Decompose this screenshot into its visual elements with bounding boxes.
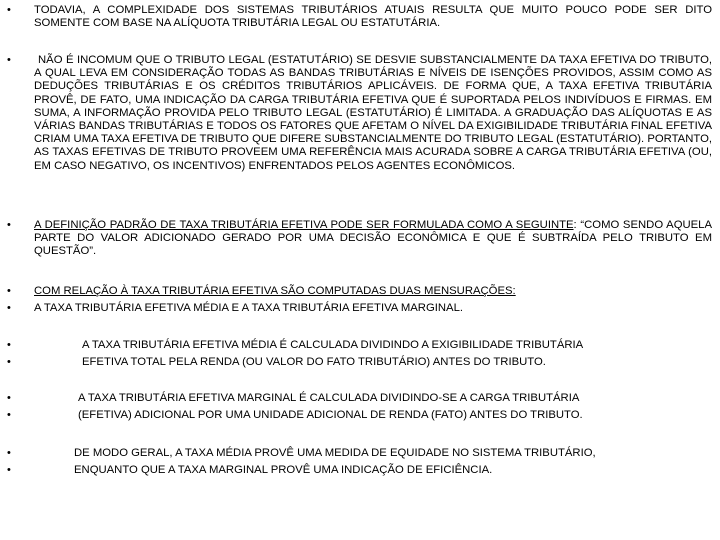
bullet-icon: •: [7, 447, 11, 459]
paragraph-text: TODAVIA, A COMPLEXIDADE DOS SISTEMAS TRIBUTÁRIOS ATUAIS RESULTA QUE MUITO POUCO PODE SER DITO SOMENTE COM BASE NA ALÍQUOTA TRIBUTÁRIA LEGAL OU ESTATUTÁRIA.: [34, 4, 712, 30]
bullet-icon: •: [7, 302, 11, 314]
bullet-icon: •: [7, 339, 11, 351]
conclusion-line-2: ENQUANTO QUE A TAXA MARGINAL PROVÊ UMA INDICAÇÃO DE EFICIÊNCIA.: [74, 464, 493, 476]
bullet-icon: •: [7, 4, 11, 16]
bullet-icon: •: [7, 219, 11, 231]
bullet-icon: •: [7, 54, 11, 66]
bullet-icon: •: [7, 392, 11, 404]
average-rate-line-1: A TAXA TRIBUTÁRIA EFETIVA MÉDIA É CALCULADA DIVIDINDO A EXIGIBILIDADE TRIBUTÁRIA: [82, 339, 584, 351]
definition-text: : “COMO SENDO AQUELA PARTE DO VALOR ADICIONADO GERADO POR UMA DECISÃO ECONÔMICA E QUE É SUBTRAÍDA PELO TRIBUTO EM QUESTÃO”.: [34, 219, 712, 258]
marginal-rate-line-2: (EFETIVA) ADICIONAL POR UMA UNIDADE ADICIONAL DE RENDA (FATO) ANTES DO TRIBUTO.: [78, 409, 583, 421]
paragraph-text: [34, 219, 712, 259]
marginal-rate-line-1: A TAXA TRIBUTÁRIA EFETIVA MARGINAL É CALCULADA DIVIDINDO-SE A CARGA TRIBUTÁRIA: [78, 392, 580, 404]
definition-heading: A DEFINIÇÃO PADRÃO DE TAXA TRIBUTÁRIA EFETIVA PODE SER FORMULADA COMO A SEGUINTE: [34, 219, 574, 231]
bullet-icon: •: [7, 285, 11, 297]
bullet-icon: •: [7, 409, 11, 421]
measurements-text: A TAXA TRIBUTÁRIA EFETIVA MÉDIA E A TAXA TRIBUTÁRIA EFETIVA MARGINAL.: [34, 302, 463, 314]
bullet-icon: •: [7, 356, 11, 368]
conclusion-line-1: DE MODO GERAL, A TAXA MÉDIA PROVÊ UMA MEDIDA DE EQUIDADE NO SISTEMA TRIBUTÁRIO,: [74, 447, 596, 459]
measurements-heading: COM RELAÇÃO À TAXA TRIBUTÁRIA EFETIVA SÃO COMPUTADAS DUAS MENSURAÇÕES:: [34, 285, 516, 297]
bullet-icon: •: [7, 464, 11, 476]
average-rate-line-2: EFETIVA TOTAL PELA RENDA (OU VALOR DO FATO TRIBUTÁRIO) ANTES DO TRIBUTO.: [82, 356, 546, 368]
paragraph-text: NÃO É INCOMUM QUE O TRIBUTO LEGAL (ESTATUTÁRIO) SE DESVIE SUBSTANCIALMENTE DA TAXA EFETIVA DO TRIBUTO, A QUAL LEVA EM CONSIDERAÇÃO TODAS AS BANDAS TRIBUTÁRIAS E NÍVEIS DE ISENÇÕES PROVIDOS, ASSIM COMO AS DEDUÇÕES TRIBUTÁRIAS E OS CRÉDITOS TRIBUTÁRIOS APLICÁVEIS. DE FORMA QUE, A TAXA EFETIVA TRIBUTÁRIA PROVÊ, DE FATO, UMA INDICAÇÃO DA CARGA TRIBUTÁRIA EFETIVA QUE É SUPORTADA PELOS INDIVÍDUOS E FIRMAS. EM SUMA, A INFORMAÇÃO PROVIDA PELO TRIBUTO LEGAL (ESTATUTÁRIO) É LIMITADA. A GRADUAÇÃO DAS ALÍQUOTAS E AS VÁRIAS BANDAS TRIBUTÁRIAS E TODOS OS FATORES QUE AFETAM O NÍVEL DA EXIGIBILIDADE TRIBUTÁRIA FINAL EFETIVA CRIAM UMA TAXA EFETIVA DE TRIBUTO QUE DIFERE SUBSTANCIALMENTE DO TRIBUTO LEGAL (ESTATUTÁRIO). PORTANTO, AS TAXAS EFETIVAS DE TRIBUTO PROVEEM UMA REFERÊNCIA MAIS ACURADA SOBRE A CARGA TRIBUTÁRIA EFETIVA (OU, EM CASO NEGATIVO, OS INCENTIVOS) ENFRENTADOS PELOS AGENTES ECONÔMICOS.: [34, 54, 712, 172]
